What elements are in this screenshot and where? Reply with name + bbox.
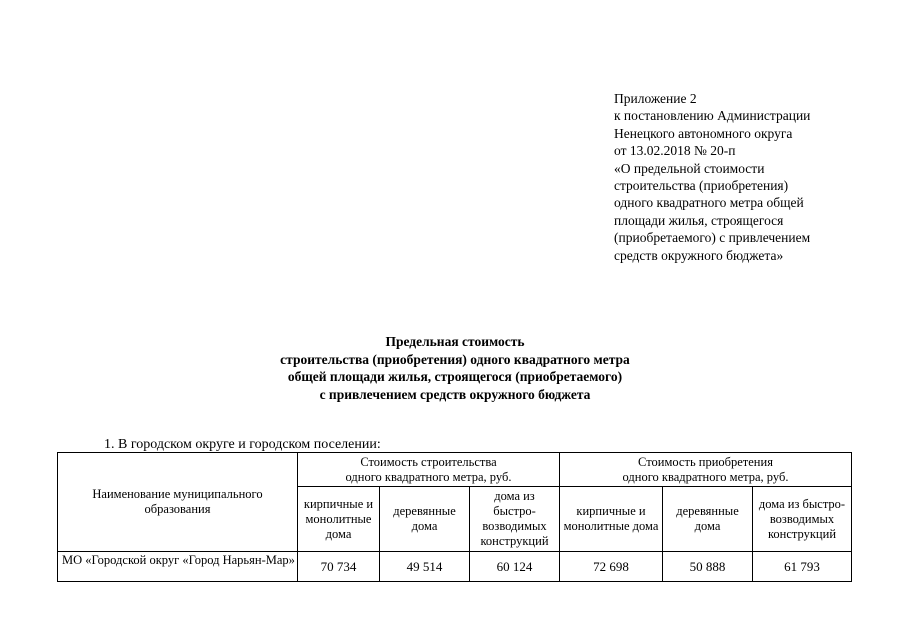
title-line: строительства (приобретения) одного квадратного метра [280, 351, 630, 367]
appendix-line: строительства (приобретения) [614, 178, 789, 194]
appendix-line: (приобретаемого) с привлечением [614, 230, 811, 246]
purchase-header-line: одного квадратного метра, руб. [622, 469, 789, 484]
appendix-line: средств окружного бюджета» [614, 247, 784, 263]
appendix-line: Приложение 2 [614, 91, 697, 106]
construction-header-line: одного квадратного метра, руб. [345, 469, 512, 484]
table-cell: 50 888 [663, 552, 753, 582]
title-line: с привлечением средств окружного бюджета [319, 386, 591, 402]
name-column-header: Наименование муниципального образования [58, 453, 298, 552]
section-heading: 1. В городском округе и городском поселении: [104, 437, 381, 452]
appendix-line: одного квадратного метра общей [614, 195, 804, 211]
table-cell: 49 514 [380, 552, 470, 582]
table-cell: 60 124 [470, 552, 560, 582]
subheader-prefab: дома из быстро-возводимых конструкций [753, 487, 852, 552]
construction-header-line: Стоимость строительства [360, 454, 497, 469]
appendix-line: «О предельной стоимости [614, 160, 765, 176]
purchase-header-line: Стоимость приобретения [638, 454, 773, 469]
subheader-wooden: деревянные дома [663, 487, 753, 552]
subheader-brick-monolithic: кирпичные и монолитные дома [298, 487, 380, 552]
title-line: общей площади жилья, строящегося (приобретаемого) [287, 369, 623, 384]
appendix-line: к постановлению Администрации [614, 108, 811, 124]
title-line: Предельная стоимость [385, 334, 525, 349]
appendix-block [614, 90, 864, 264]
appendix-line: Ненецкого автономного округа [614, 125, 793, 141]
table-cell: 70 734 [298, 552, 380, 582]
table-cell: 61 793 [753, 552, 852, 582]
table-row [58, 552, 852, 582]
appendix-line: площади жилья, строящегося [614, 212, 784, 228]
construction-cost-header [298, 453, 560, 487]
table-cell: 72 698 [560, 552, 663, 582]
subheader-brick-monolithic: кирпичные и монолитные дома [560, 487, 663, 552]
subheader-prefab: дома из быстро-возводимых конструкций [470, 487, 560, 552]
subheader-wooden: деревянные дома [380, 487, 470, 552]
appendix-line: от 13.02.2018 № 20-п [614, 143, 736, 159]
document-title [150, 333, 760, 403]
cost-table [57, 452, 852, 582]
table-header-row [58, 453, 852, 487]
purchase-cost-header [560, 453, 852, 487]
municipality-name: МО «Городской округ «Город Нарьян-Мар» [58, 552, 298, 582]
